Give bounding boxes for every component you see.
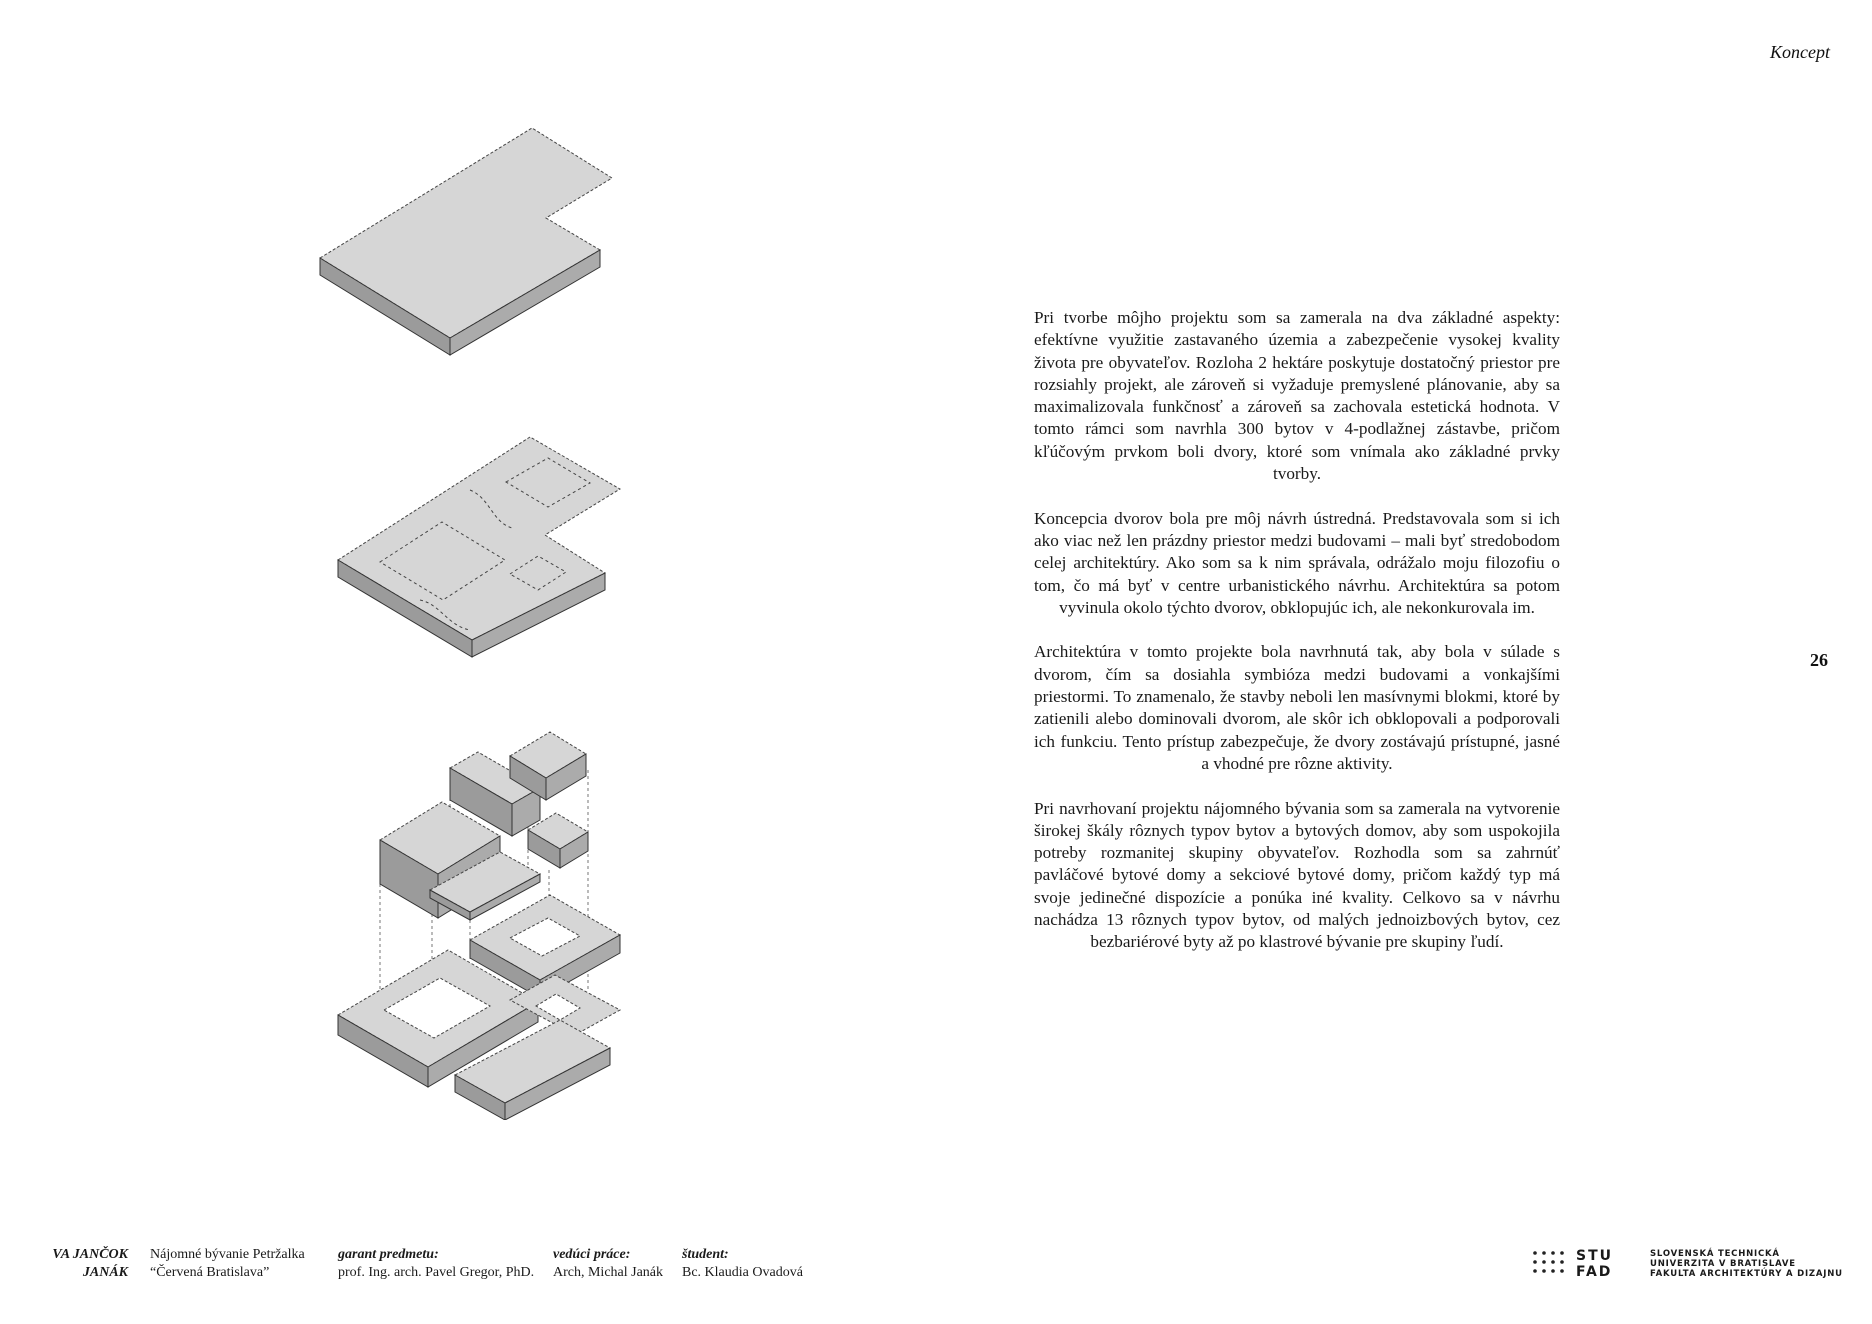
exploded-volumes-diagram bbox=[338, 732, 620, 1120]
logo-fad: FAD bbox=[1576, 1264, 1613, 1280]
paragraph-2: Koncepcia dvorov bola pre môj návrh ústredná. Predstavovala som si ich ako viac než len prázdny priestor medzi budovami – mali byť stredobodom celej architektúry. Ako som sa k nim správala, odrážalo moju filozofiu o tom, čo má byť v centre urbanistického návrhu. Architektúra sa potom vyvinula okolo týchto dvorov, obklopujúc ich, ale nekonkurovala im. bbox=[1034, 508, 1560, 617]
paragraph-4: Pri navrhovaní projektu nájomného bývania som sa zamerala na vytvorenie širokej škály rôznych typov bytov a bytových domov, aby som uspokojila potreby rozmanitej skupiny obyvateľov. Rozhodla som sa zahrnúť pavláčové bytové domy a sekciové bytové domy, pričom každý typ má svoje jedinečné dispozície a ponúka iné kvality. Celkovo sa v návrhu nachádza 13 rôznych typov bytov, od malých jednoizbových bytov, cez bezbariérové byty až po klastrové bývanie pre skupiny ľudí. bbox=[1034, 798, 1560, 952]
paragraph-3: Architektúra v tomto projekte bola navrhnutá tak, aby bola v súlade s dvorom, čím sa dosiahla symbióza medzi budovami a vonkajšími priestormi. To znamenalo, že stavby neboli len masívnymi blokmi, ktoré by zatienili alebo dominovali dvorom, ale skôr ich obklopovali a podporovali ich funkciu. Tento prístup zabezpečuje, že dvory zostávajú prístupné, jasné a vhodné pre rôzne aktivity. bbox=[1034, 642, 1560, 773]
student-name: Bc. Klaudia Ovadová bbox=[682, 1265, 803, 1280]
veduci-name: Arch, Michal Janák bbox=[553, 1265, 664, 1280]
garant-name: prof. Ing. arch. Pavel Gregor, PhD. bbox=[338, 1265, 535, 1280]
stu-fad-logo-icon bbox=[1532, 1250, 1572, 1280]
studio-name-line2: JANÁK bbox=[82, 1265, 128, 1280]
paragraph-1: Pri tvorbe môjho projektu som sa zamerala na dva základné aspekty: efektívne využitie zastavaného územia a zabezpečenie vysokej kvality života pre obyvateľov. Rozloha 2 hektáre poskytuje dostatočný priestor pre rozsiahly projekt, ale zároveň si vyžaduje premyslené plánovanie, aby sa maximalizovala funkčnosť a zároveň sa zachovala estetická hodnota. V tomto rámci som navrhla 300 bytov v 4-podlažnej zástavbe, pričom kľúčovým prvkom boli dvory, ktoré som vnímala ako základné prvky tvorby. bbox=[1034, 308, 1560, 484]
isometric-massing-diagram bbox=[300, 100, 680, 1120]
project-name-line1: Nájomné bývanie Petržalka bbox=[150, 1247, 305, 1262]
section-title: Koncept bbox=[1770, 42, 1830, 62]
studio-name-line1: VA JANČOK bbox=[52, 1247, 128, 1262]
garant-label: garant predmetu: bbox=[338, 1247, 439, 1262]
concept-text bbox=[1034, 307, 1560, 976]
courtyards-diagram bbox=[338, 437, 620, 657]
logo-stu: STU bbox=[1576, 1248, 1614, 1264]
student-label: študent: bbox=[682, 1247, 729, 1262]
university-line2: UNIVERZITA V BRATISLAVE bbox=[1650, 1259, 1796, 1269]
project-name-line2: “Červená Bratislava” bbox=[150, 1265, 270, 1280]
university-line1: SLOVENSKÁ TECHNICKÁ bbox=[1650, 1249, 1780, 1259]
university-line3: FAKULTA ARCHITEKTÚRY A DIZAJNU bbox=[1650, 1269, 1843, 1279]
veduci-label: vedúci práce: bbox=[553, 1247, 631, 1262]
page-number: 26 bbox=[1810, 650, 1828, 670]
site-slab-diagram bbox=[320, 128, 612, 355]
